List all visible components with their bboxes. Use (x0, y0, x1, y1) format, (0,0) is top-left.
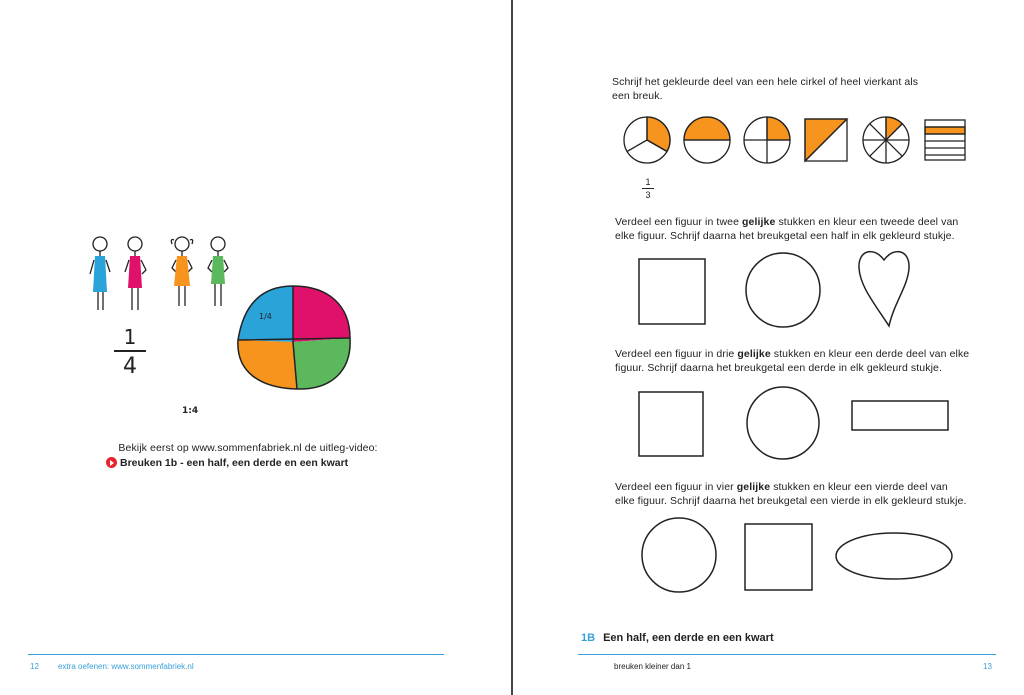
exercise-2-line-2: elke figuur. Schrijf daarna het breukgetal een half in elk gekleurd stukje. (615, 230, 955, 242)
exercise-3-instruction (615, 347, 1010, 375)
exercise-2-shapes (637, 248, 877, 330)
exercise-2-text-a: Verdeel een figuur in twee (615, 216, 743, 228)
right-page (513, 0, 1024, 695)
exercise-4-line-2: elke figuur. Schrijf daarna het breukgetal een vierde in elk gekleurd stukje. (615, 495, 967, 507)
intro-text: Bekijk eerst op www.sommenfabriek.nl de uitleg-video: (118, 442, 378, 454)
footer-rule (28, 654, 444, 655)
exercise-2-text-b: stukken en kleur een tweede deel van (775, 216, 959, 228)
exercise-1-instruction (612, 75, 992, 103)
footer-text: breuken kleiner dan 1 (614, 662, 691, 671)
exercise-2-instruction (615, 215, 1005, 243)
exercise-3-text-a: Verdeel een figuur in drie (615, 348, 738, 360)
video-link[interactable] (106, 457, 348, 469)
page-number: 13 (983, 662, 992, 671)
exercise-1-line-2: een breuk. (612, 90, 663, 102)
section-heading (581, 632, 774, 644)
exercise-4-bold: gelijke (736, 481, 771, 493)
left-page (0, 0, 511, 695)
section-code: 1B (581, 632, 596, 644)
ratio-label: 1:4 (182, 406, 199, 416)
footer-rule (578, 654, 996, 655)
fraction-numerator: 1 (123, 325, 137, 349)
exercise-2-bold: gelijke (742, 216, 776, 228)
exercise-4-text-b: stukken en kleur een vierde deel van (770, 481, 948, 493)
stick-figures-illustration (84, 232, 244, 312)
exercise-3-shapes (637, 384, 957, 462)
example-numerator: 1 (645, 177, 651, 187)
exercise-4-text-a: Verdeel een figuur in vier (615, 481, 737, 493)
fraction-shapes-row (623, 116, 973, 166)
example-fraction-bar (642, 188, 654, 189)
play-icon (106, 457, 117, 468)
exercise-4-instruction (615, 480, 1010, 508)
handwritten-fraction (110, 326, 150, 380)
footer-text[interactable]: extra oefenen: www.sommenfabriek.nl (58, 662, 194, 671)
exercise-3-text-b: stukken en kleur een derde deel van elke (770, 348, 970, 360)
pie-label: 1/4 (259, 312, 272, 321)
exercise-3-line-2: figuur. Schrijf daarna het breukgetal een derde in elk gekleurd stukje. (615, 362, 942, 374)
fraction-denominator: 4 (123, 353, 137, 379)
page-number: 12 (30, 662, 39, 671)
video-title: Breuken 1b - een half, een derde en een kwart (120, 457, 349, 469)
example-denominator: 3 (645, 190, 651, 200)
section-title: Een half, een derde en een kwart (603, 632, 774, 644)
exercise-4-shapes (639, 514, 959, 596)
exercise-3-bold: gelijke (737, 348, 771, 360)
exercise-1-line-1: Schrijf het gekleurde deel van een hele cirkel of heel vierkant als (612, 76, 919, 88)
example-answer (642, 177, 654, 200)
quarter-pie-illustration (234, 284, 354, 392)
fraction-bar (114, 350, 146, 352)
